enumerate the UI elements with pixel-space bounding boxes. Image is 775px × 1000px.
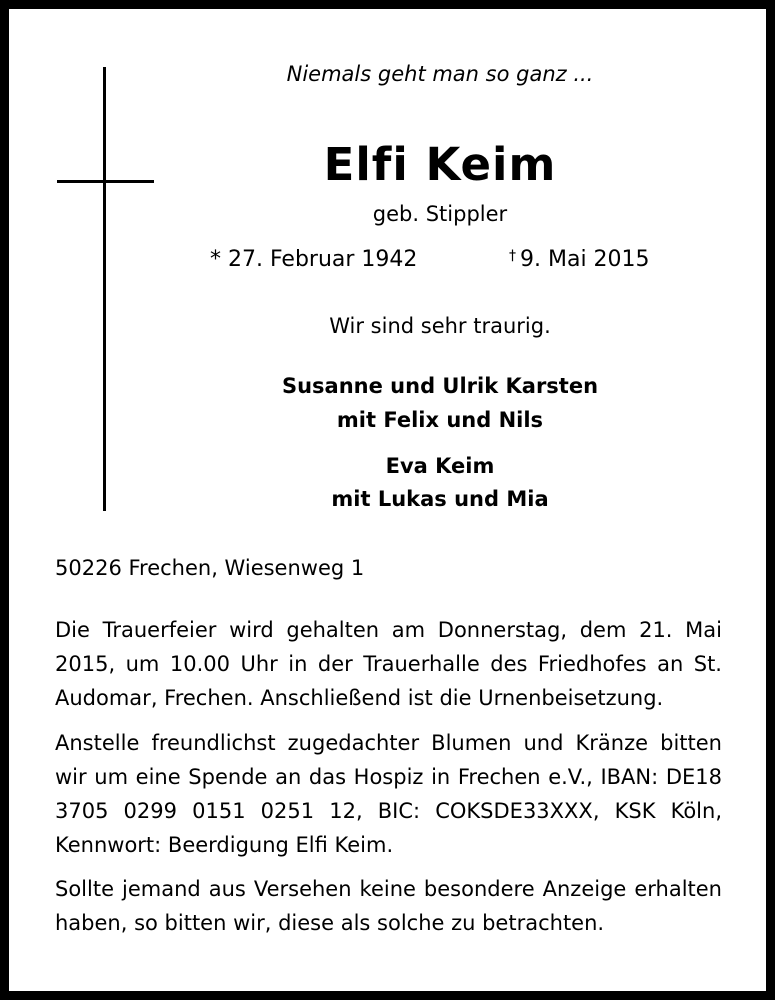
birth-date: * 27. Februar 1942 — [210, 247, 418, 272]
notice-paragraph: Sollte jemand aus Versehen keine besondere Anzeige erhalten haben, so bitten wir, diese als solche zu betrachten. — [55, 877, 722, 935]
motto: Niemals geht man so ganz ... — [286, 62, 594, 86]
address: 50226 Frechen, Wiesenweg 1 — [55, 556, 365, 580]
family-line: Eva Keim — [385, 454, 495, 478]
death-date: 9. Mai 2015 — [520, 247, 650, 272]
family-line: mit Lukas und Mia — [331, 487, 549, 511]
dagger-icon: † — [509, 248, 516, 264]
death-date-line — [509, 247, 650, 272]
family-line: mit Felix und Nils — [336, 408, 544, 432]
mourning-message: Wir sind sehr traurig. — [329, 314, 551, 338]
donation-paragraph: Anstelle freundlichst zugedachter Blumen und Kränze bitten wir um eine Spende an das Hospiz in Frechen e.V., IBAN: DE18 3705 0299 0151 0251 12, BIC: COKSDE33XXX, KSK Köln, Kennwort: Beerdigung Elfi Keim. — [55, 731, 722, 857]
maiden-name: geb. Stippler — [372, 202, 508, 226]
deceased-name: Elfi Keim — [323, 138, 557, 191]
funeral-info-paragraph: Die Trauerfeier wird gehalten am Donnerstag, dem 21. Mai 2015, um 10.00 Uhr in der Trauerhalle des Friedhofes an St. Audomar, Frechen. Anschließend ist die Urnenbeisetzung. — [55, 618, 722, 710]
family-line: Susanne und Ulrik Karsten — [281, 374, 599, 398]
